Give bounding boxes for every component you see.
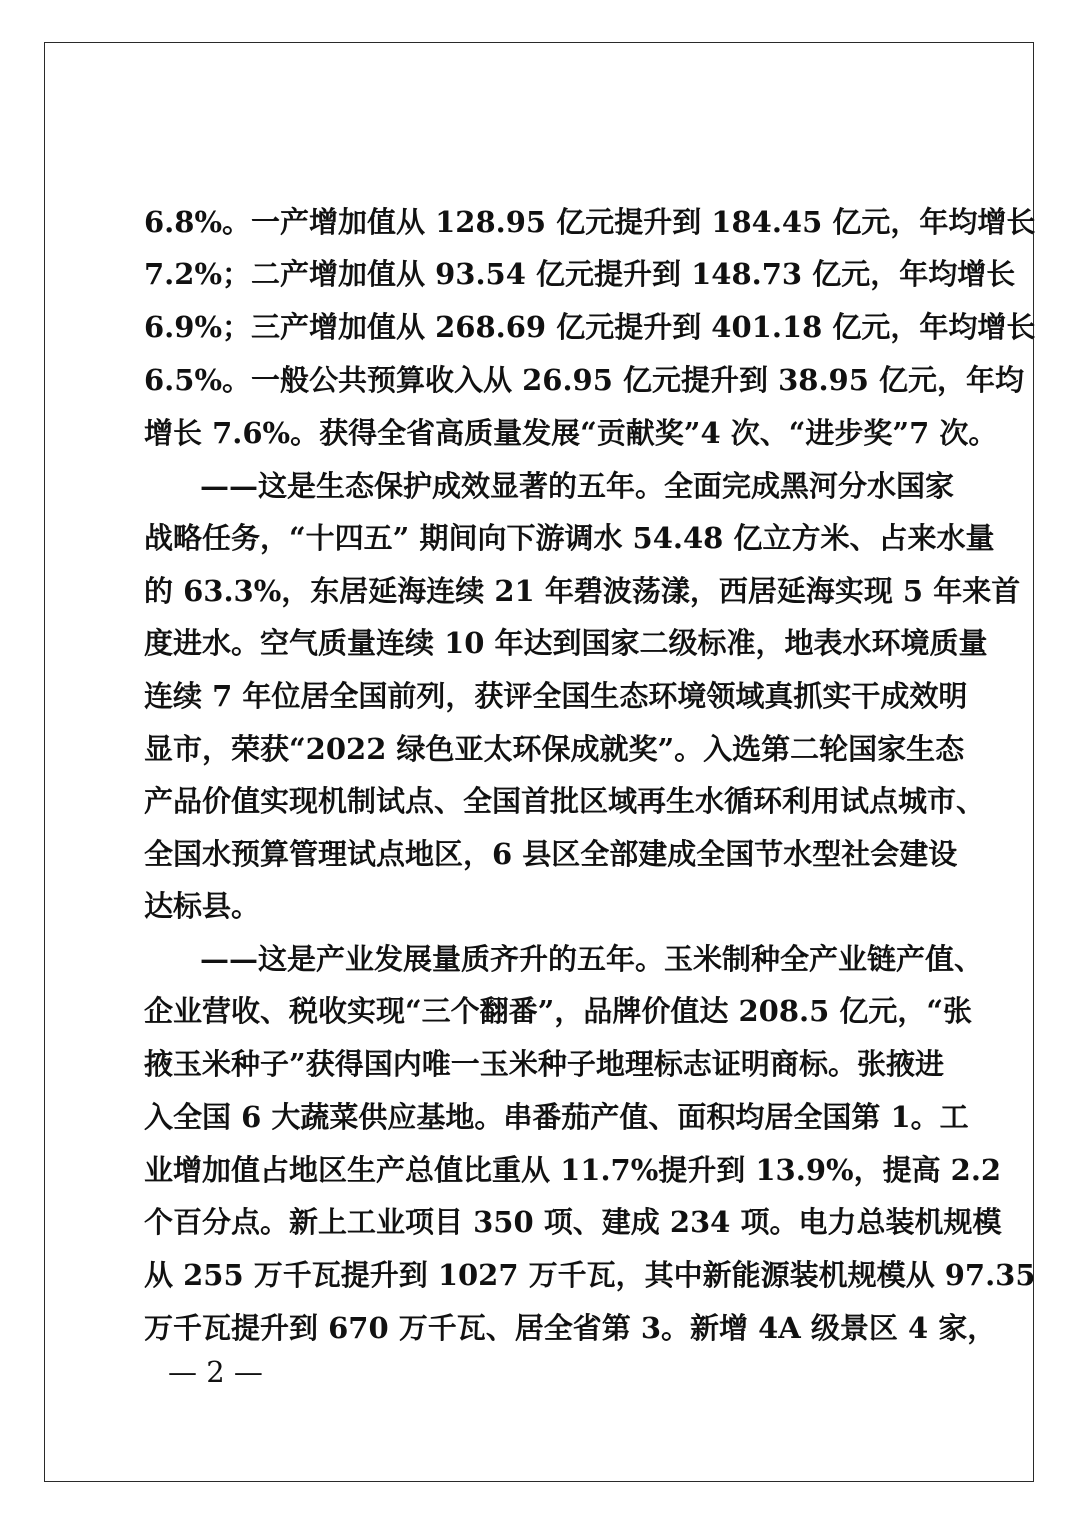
text-line: 显市，荣获“2022 绿色亚太环保成就奖”。入选第二轮国家生态 xyxy=(144,732,965,766)
text-line: 企业营收、税收实现“三个翻番”，品牌价值达 208.5 亿元，“张 xyxy=(144,994,973,1028)
text-line: 6.9%；三产增加值从 268.69 亿元提升到 401.18 亿元，年均增长 xyxy=(144,310,1036,344)
text-line: ——这是生态保护成效显著的五年。全面完成黑河分水国家 xyxy=(200,469,955,503)
text-line: 万千瓦提升到 670 万千瓦、居全省第 3。新增 4A 级景区 4 家， xyxy=(144,1311,997,1345)
text-line: 战略任务，“十四五” 期间向下游调水 54.48 亿立方米、占来水量 xyxy=(144,521,995,555)
text-line: 入全国 6 大蔬菜供应基地。串番茄产值、面积均居全国第 1。工 xyxy=(144,1100,969,1134)
text-line: 6.5%。一般公共预算收入从 26.95 亿元提升到 38.95 亿元，年均 xyxy=(144,363,1025,397)
text-line: 连续 7 年位居全国前列，获评全国生态环境领域真抓实干成效明 xyxy=(144,679,968,713)
text-line: 从 255 万千瓦提升到 1027 万千瓦，其中新能源装机规模从 97.35 xyxy=(144,1258,1036,1292)
text-line: 达标县。 xyxy=(144,889,261,923)
text-line: 产品价值实现机制试点、全国首批区域再生水循环利用试点城市、 xyxy=(144,784,986,818)
text-line: 增长 7.6%。获得全省高质量发展“贡献奖”4 次、“进步奖”7 次。 xyxy=(144,416,998,450)
text-line: 个百分点。新上工业项目 350 项、建成 234 项。电力总装机规模 xyxy=(144,1205,1002,1239)
text-line: ——这是产业发展量质齐升的五年。玉米制种全产业链产值、 xyxy=(200,942,984,976)
text-line: 业增加值占地区生产总值比重从 11.7%提升到 13.9%，提高 2.2 xyxy=(144,1153,1002,1187)
text-line: 全国水预算管理试点地区，6 县区全部建成全国节水型社会建设 xyxy=(144,837,958,871)
text-line: 6.8%。一产增加值从 128.95 亿元提升到 184.45 亿元，年均增长 xyxy=(144,205,1036,239)
text-line: 7.2%；二产增加值从 93.54 亿元提升到 148.73 亿元，年均增长 xyxy=(144,257,1016,291)
text-line: 的 63.3%，东居延海连续 21 年碧波荡漾，西居延海实现 5 年来首 xyxy=(144,574,1021,608)
text-line: 度进水。空气质量连续 10 年达到国家二级标准，地表水环境质量 xyxy=(144,626,988,660)
page-number: — 2 — xyxy=(168,1355,263,1389)
text-line: 掖玉米种子”获得国内唯一玉米种子地理标志证明商标。张掖进 xyxy=(144,1047,944,1081)
